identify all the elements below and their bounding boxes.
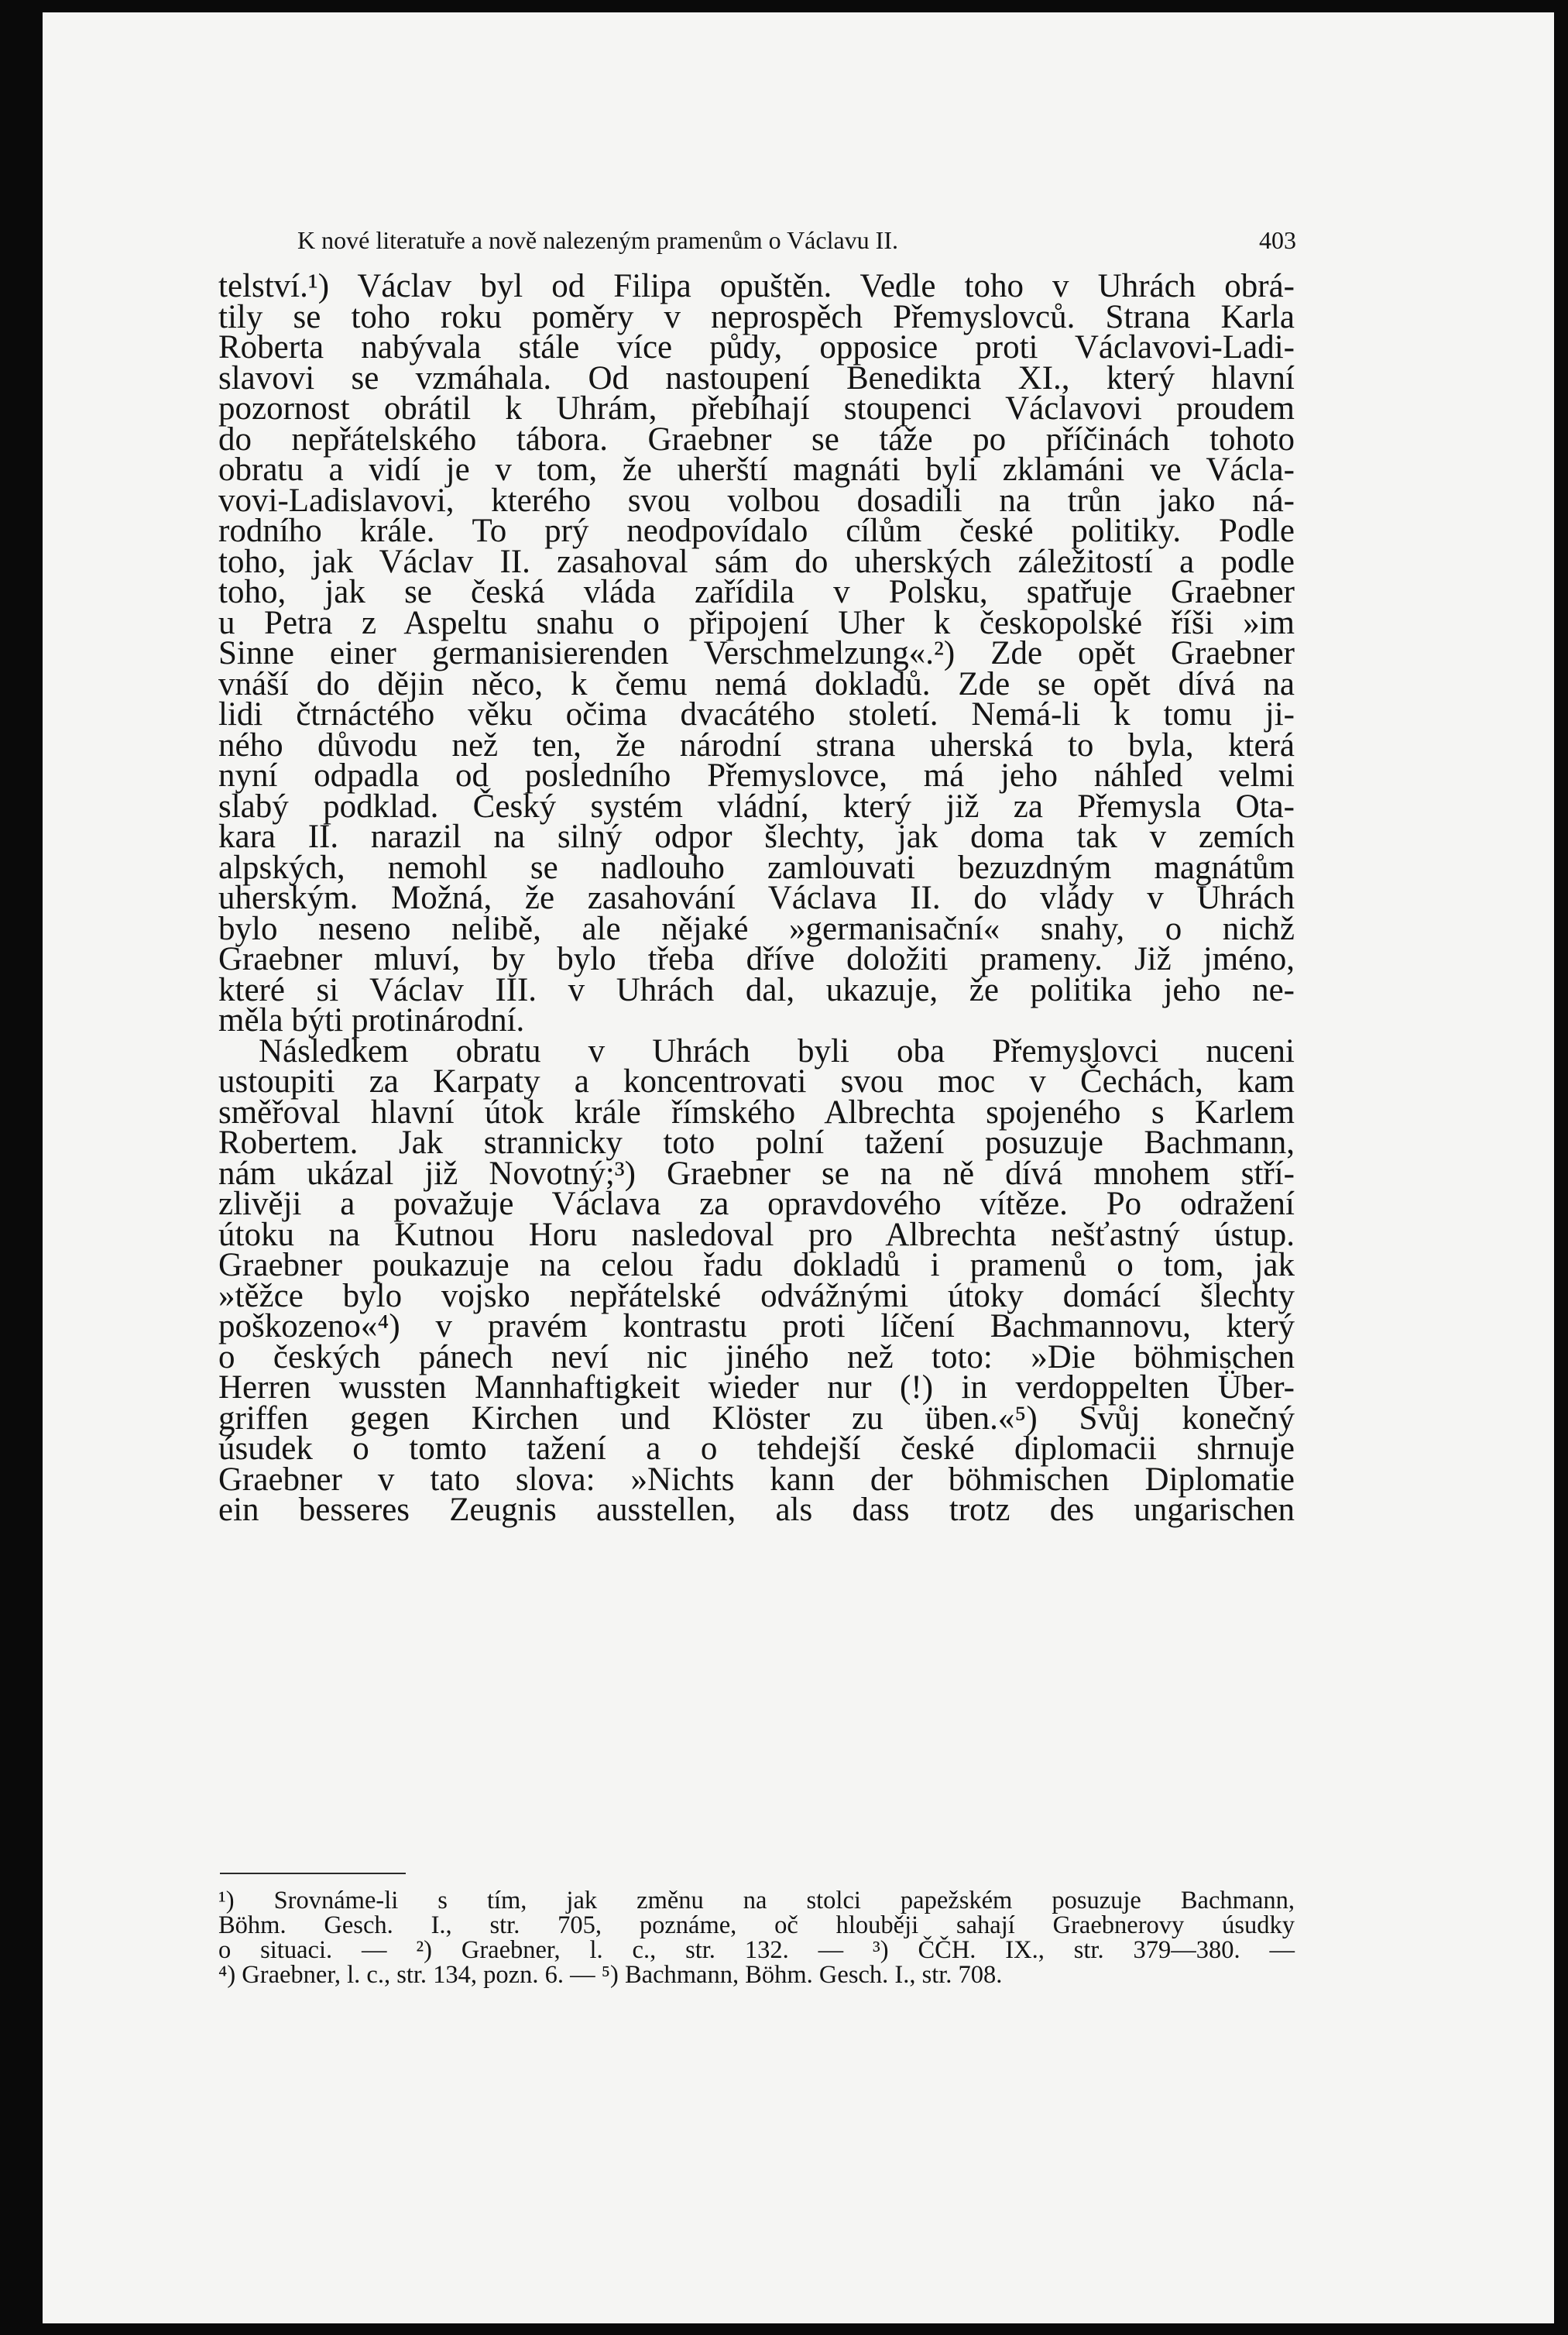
body-line: slabý podklad. Český systém vládní, který již za Přemysla Ota- xyxy=(218,788,1295,825)
body-line: rodního krále. To prý neodpovídalo cílům české politiky. Podle xyxy=(218,513,1295,549)
body-line: Herren wussten Mannhaftigkeit wieder nur (!) in verdoppelten Über- xyxy=(218,1369,1295,1406)
body-line: u Petra z Aspeltu snahu o připojení Uher k českopolské říši »im xyxy=(218,604,1295,641)
body-line: toho, jak se česká vláda zařídila v Polsku, spatřuje Graebner xyxy=(218,574,1295,610)
body-line-paragraph-start: Následkem obratu v Uhrách byli oba Přemyslovci nuceni xyxy=(259,1032,1295,1070)
body-line: útoku na Kutnou Horu nasledoval pro Albrechta nešťastný ústup. xyxy=(218,1216,1295,1253)
body-line: nám ukázal již Novotný;³) Graebner se na ně dívá mnohem stří- xyxy=(218,1155,1295,1192)
body-line: o českých pánech neví nic jiného než toto: »Die böhmischen xyxy=(218,1338,1295,1375)
body-line: nyní odpadla od posledního Přemyslovce, má jeho náhled velmi xyxy=(218,757,1295,794)
footnotes xyxy=(218,1888,1295,1987)
body-line: griffen gegen Kirchen und Klöster zu üben.«⁵) Svůj konečný xyxy=(218,1399,1295,1437)
body-line: Graebner poukazuje na celou řadu dokladů i pramenů o tom, jak xyxy=(218,1247,1295,1283)
body-line: »těžce bylo vojsko nepřátelské odvážnými útoky domácí šlechty xyxy=(218,1277,1295,1314)
body-line: alpských, nemohl se nadlouho zamlouvati bezuzdným magnátům xyxy=(218,849,1295,886)
body-line: Roberta nabývala stále více půdy, opposice proti Václavovi-Ladi- xyxy=(218,329,1295,366)
body-line: Sinne einer germanisierenden Verschmelzung«.²) Zde opět Graebner xyxy=(218,635,1295,671)
body-line: lidi čtrnáctého věku očima dvacátého století. Nemá-li k tomu ji- xyxy=(218,696,1295,733)
body-line: kara II. narazil na silný odpor šlechty, jak doma tak v zemích xyxy=(218,819,1295,855)
body-line: vovi-Ladislavovi, kterého svou volbou dosadili na trůn jako ná- xyxy=(218,482,1295,519)
body-line: obratu a vidí je v tom, že uherští magnáti byli zklamáni ve Václa- xyxy=(218,452,1295,488)
body-line-paragraph-end: měla býti protinárodní. xyxy=(218,1002,525,1039)
body-line: zlivěji a považuje Václava za opravdového vítěze. Po odražení xyxy=(218,1186,1295,1222)
footnote-line: ¹) Srovnáme-li s tím, jak změnu na stolci papežském posuzuje Bachmann, xyxy=(218,1887,1295,1914)
footnote-divider xyxy=(220,1873,406,1874)
body-line: ného důvodu než ten, že národní strana uherská to byla, která xyxy=(218,726,1295,764)
footnote-line: Böhm. Gesch. I., str. 705, poznáme, oč hlouběji sahají Graebnerovy úsudky xyxy=(218,1911,1295,1939)
body-line: bylo neseno nelibě, ale nějaké »germanisační« snahy, o nichž xyxy=(218,910,1295,947)
body-line: Robertem. Jak strannicky toto polní tažení posuzuje Bachmann, xyxy=(218,1125,1295,1161)
footnote-line: ⁴) Graebner, l. c., str. 134, pozn. 6. — ⁵) Bachmann, Böhm. Gesch. I., str. 708. xyxy=(218,1961,1003,1989)
body-line: vnáší do dějin něco, k čemu nemá dokladů. Zde se opět dívá na xyxy=(218,665,1295,702)
body-line: úsudek o tomto tažení a o tehdejší české diplomacii shrnuje xyxy=(218,1430,1295,1467)
body-line: tily se toho roku poměry v neprospěch Přemyslovců. Strana Karla xyxy=(218,298,1295,335)
body-text xyxy=(218,268,1295,1528)
body-line: pozornost obrátil k Uhrám, přebíhají stoupenci Václavovi proudem xyxy=(218,390,1295,427)
body-line: slavovi se vzmáhala. Od nastoupení Benedikta XI., který hlavní xyxy=(218,359,1295,397)
running-header xyxy=(297,226,1296,255)
body-line: toho, jak Václav II. zasahoval sám do uherských záležitostí a podle xyxy=(218,543,1295,580)
page-number: 403 xyxy=(1259,226,1296,254)
body-line: do nepřátelského tábora. Graebner se táže po příčinách tohoto xyxy=(218,421,1295,458)
body-line: poškozeno«⁴) v pravém kontrastu proti líčení Bachmannovu, který xyxy=(218,1308,1295,1344)
footnote-line: o situaci. — ²) Graebner, l. c., str. 132. — ³) ČČH. IX., str. 379—380. — xyxy=(218,1936,1295,1964)
body-line: směřoval hlavní útok krále římského Albrechta spojeného s Karlem xyxy=(218,1094,1295,1131)
body-line: uherským. Možná, že zasahování Václava II. do vlády v Uhrách xyxy=(218,880,1295,916)
body-line: Graebner v tato slova: »Nichts kann der böhmischen Diplomatie xyxy=(218,1461,1295,1498)
body-line: telství.¹) Václav byl od Filipa opuštěn. Vedle toho v Uhrách obrá- xyxy=(218,268,1295,304)
body-line: ein besseres Zeugnis ausstellen, als dass trotz des ungarischen xyxy=(218,1492,1295,1528)
running-title: K nové literatuře a nově nalezeným pramenům o Václavu II. xyxy=(297,226,898,254)
body-line: které si Václav III. v Uhrách dal, ukazuje, že politika jeho ne- xyxy=(218,971,1295,1008)
body-line: ustoupiti za Karpaty a koncentrovati svou moc v Čechách, kam xyxy=(218,1063,1295,1100)
body-line: Graebner mluví, by bylo třeba dříve doložiti prameny. Již jméno, xyxy=(218,941,1295,977)
